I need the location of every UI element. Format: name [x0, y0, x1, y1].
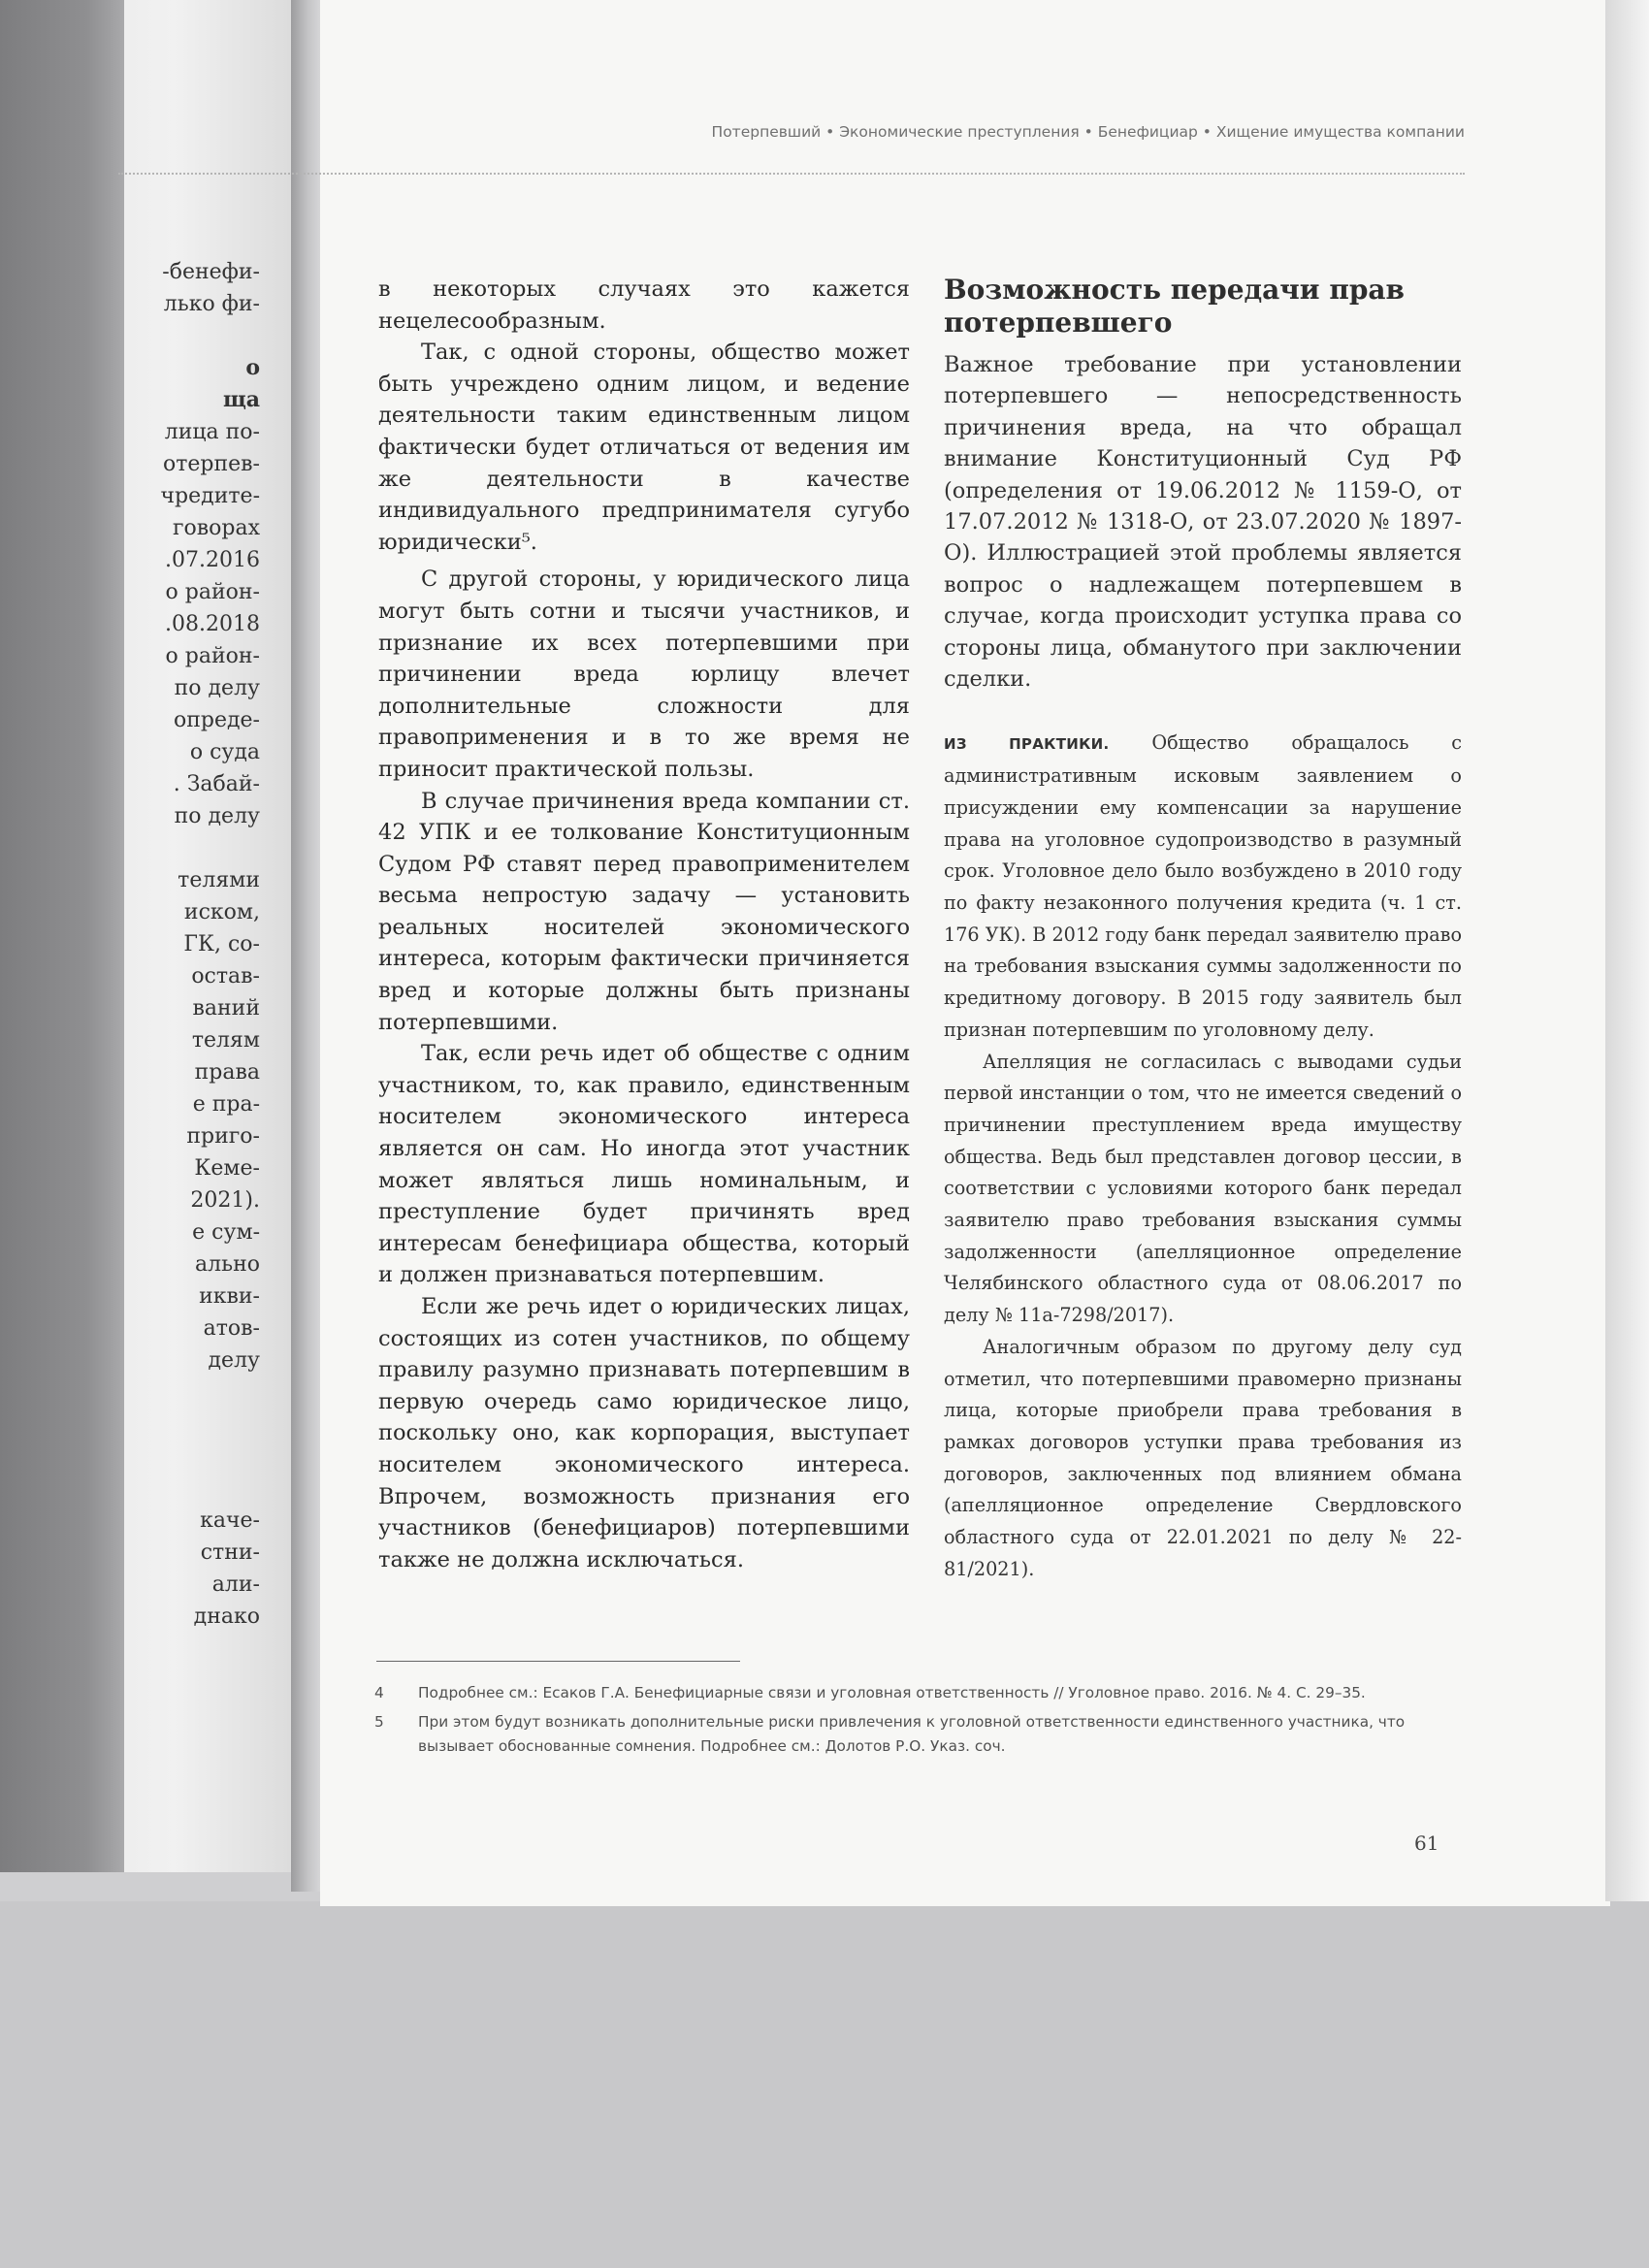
- fragment-line: икви-: [199, 1284, 260, 1309]
- paragraph: в некоторых случаях это кажется нецелесообразным.: [378, 276, 910, 334]
- fragment-line: каче-: [200, 1508, 260, 1533]
- fragment-line: [124, 1409, 260, 1441]
- fragment-line: [124, 320, 260, 352]
- text-column-right: [944, 274, 1462, 1585]
- fragment-line: иском,: [183, 900, 260, 924]
- section-lead: Важное требование при установлении потерпевшего — непосредственность причинения вреда, на что обращал внимание Конституционный Суд РФ (определения от 19.06.2012 № 1159-О, от 17.07.2012 № 1318-О, от 23.07.2020 № 1897-О). Иллюстрацией этой проблемы является вопрос о надлежащем потерпевшем в случае, когда происходит уступка права со стороны лица, обманутого при заключении сделки.: [944, 352, 1462, 693]
- fragment-line: приго-: [186, 1124, 260, 1149]
- page-edge-shadow: [1605, 0, 1649, 1901]
- fragment-line: о район-: [165, 644, 260, 668]
- fragment-line: по делу: [174, 804, 260, 828]
- footnote: [374, 1681, 1466, 1705]
- footnote-rule: [376, 1661, 740, 1662]
- fragment-line: Кеме-: [194, 1156, 260, 1181]
- practice-label: ИЗ ПРАКТИКИ.: [944, 735, 1110, 754]
- fragment-line: е сум-: [192, 1220, 260, 1245]
- page-number: 61: [1414, 1831, 1439, 1855]
- footnote: [374, 1710, 1466, 1759]
- paragraph: Аналогичным образом по другому делу суд отметил, что потерпевшими правомерно признаны лица, которые приобрели права требования в рамках договоров уступки права требования из договоров, заключенных под влиянием обмана (апелляционное определение Свердловского областного суда от 22.01.2021 по делу № 22-81/2021).: [944, 1335, 1462, 1580]
- paragraph: Если же речь идет о юридических лицах, состоящих из сотен участников, по общему правилу разумно признавать потерпевшим в первую очередь само юридическое лицо, поскольку оно, как корпорация, выступает носителем экономического интереса. Впрочем, возможность признания его участников (бенефициаров) потерпевшими также не должна исключаться.: [378, 1294, 910, 1572]
- paragraph: В случае причинения вреда компании ст. 42 УПК и ее толкование Конституционным Судом РФ ставят перед правоприменителем весьма непростую задачу — установить реальных носителей экономического интереса, которым фактически причиняется вред и которые должны быть признаны потерпевшими.: [378, 788, 910, 1035]
- fragment-line: лько фи-: [163, 292, 260, 316]
- fragment-line: права: [194, 1060, 260, 1085]
- section-title: Возможность передачи прав потерпевшего: [944, 274, 1405, 339]
- fragment-line: 2021).: [190, 1188, 260, 1213]
- fragment-line: ГК, со-: [183, 932, 260, 956]
- fragment-line: атов-: [203, 1316, 260, 1341]
- footnote-text: Подробнее см.: Есаков Г.А. Бенефициарные связи и уголовная ответственность // Уголовное право. 2016. № 4. С. 29–35.: [418, 1684, 1366, 1701]
- fragment-line: телям: [191, 1028, 260, 1053]
- footnote-number: 4: [374, 1684, 384, 1701]
- running-head: Потерпевший • Экономические преступления • Бенефициар • Хищение имущества компании: [711, 123, 1465, 141]
- fragment-line: говорах: [172, 516, 260, 540]
- fragment-line: ща: [222, 387, 260, 412]
- text-column-left: [378, 274, 910, 1575]
- paragraph: Апелляция не согласилась с выводами судьи первой инстанции о том, что не имеется сведений о причинении преступлением вреда имуществу общества. Ведь был представлен договор цессии, в соответствии с условиями которого банк передал заявителю право требования взыскания суммы задолженности (апелляционное определение Челябинского областного суда от 08.06.2017 по делу № 11а-7298/2017).: [944, 1050, 1462, 1327]
- left-page-shadow-strip: [0, 0, 124, 1872]
- practice-paragraph: [944, 728, 1462, 1046]
- footnote-text: При этом будут возникать дополнительные риски привлечения к уголовной ответственности единственного участника, что вызывает обоснованные сомнения. Подробнее см.: Долотов Р.О. Указ. соч.: [418, 1713, 1406, 1755]
- scan-background: [0, 1901, 1649, 2268]
- header-dotted-rule: [118, 173, 1465, 175]
- fragment-line: ваний: [192, 996, 260, 1021]
- footnote-number: 5: [374, 1713, 384, 1731]
- fragment-line: лица по-: [164, 420, 260, 444]
- fragment-line: . Забай-: [173, 772, 260, 796]
- fragment-line: опреде-: [173, 708, 260, 732]
- fragment-line: остав-: [191, 964, 260, 988]
- fragment-line: чредите-: [160, 484, 260, 508]
- paragraph: Так, если речь идет об обществе с одним участником, то, как правило, единственным носителем экономического интереса является он сам. Но иногда этот участник может являться лишь номинальным, и преступление будет причинять вред интересам бенефициара общества, который и должен признаваться потерпевшим.: [378, 1041, 910, 1288]
- fragment-line: .07.2016: [165, 548, 260, 572]
- fragment-line: о суда: [189, 740, 260, 764]
- fragment-line: [124, 1377, 260, 1409]
- practice-text: Общество обращалось с административным исковым заявлением о присуждении ему компенсации за нарушение права на уголовное судопроизводство в разумный срок. Уголовное дело было возбуждено в 2010 году по факту незаконного получения кредита (ч. 1 ст. 176 УК). В 2012 году банк передал заявителю право на требования взыскания суммы задолженности по кредитному договору. В 2015 году заявитель был признан потерпевшим по уголовному делу.: [944, 731, 1462, 1041]
- fragment-line: днако: [193, 1604, 260, 1629]
- fragment-line: али-: [211, 1572, 260, 1597]
- fragment-line: отерпев-: [162, 452, 260, 476]
- fragment-line: телями: [178, 868, 260, 892]
- fragment-line: о район-: [165, 580, 260, 604]
- footnotes: [374, 1681, 1466, 1764]
- fragment-line: по делу: [174, 676, 260, 700]
- fragment-line: стни-: [200, 1540, 260, 1565]
- fragment-line: [124, 832, 260, 864]
- fragment-line: [124, 1473, 260, 1505]
- fragment-line: ально: [195, 1252, 260, 1277]
- fragment-line: -бенефи-: [162, 260, 260, 284]
- fragment-line: о: [245, 355, 260, 380]
- paragraph: Так, с одной стороны, общество может быть учреждено одним лицом, и ведение деятельности таким единственным лицом фактически будет отличаться от ведения им же деятельности в качестве индивидуального предпринимателя сугубо юридически⁵.: [378, 340, 910, 555]
- fragment-line: е пра-: [192, 1092, 260, 1117]
- fragment-line: .08.2018: [165, 612, 260, 636]
- left-page-text-fragments: [124, 256, 260, 1633]
- fragment-line: делу: [208, 1348, 260, 1373]
- paragraph: С другой стороны, у юридического лица могут быть сотни и тысячи участников, и признание их всех потерпевшими при причинении вреда юрлицу влечет дополнительные сложности для правоприменения и в то же время не приносит практической пользы.: [378, 567, 910, 782]
- fragment-line: [124, 1441, 260, 1473]
